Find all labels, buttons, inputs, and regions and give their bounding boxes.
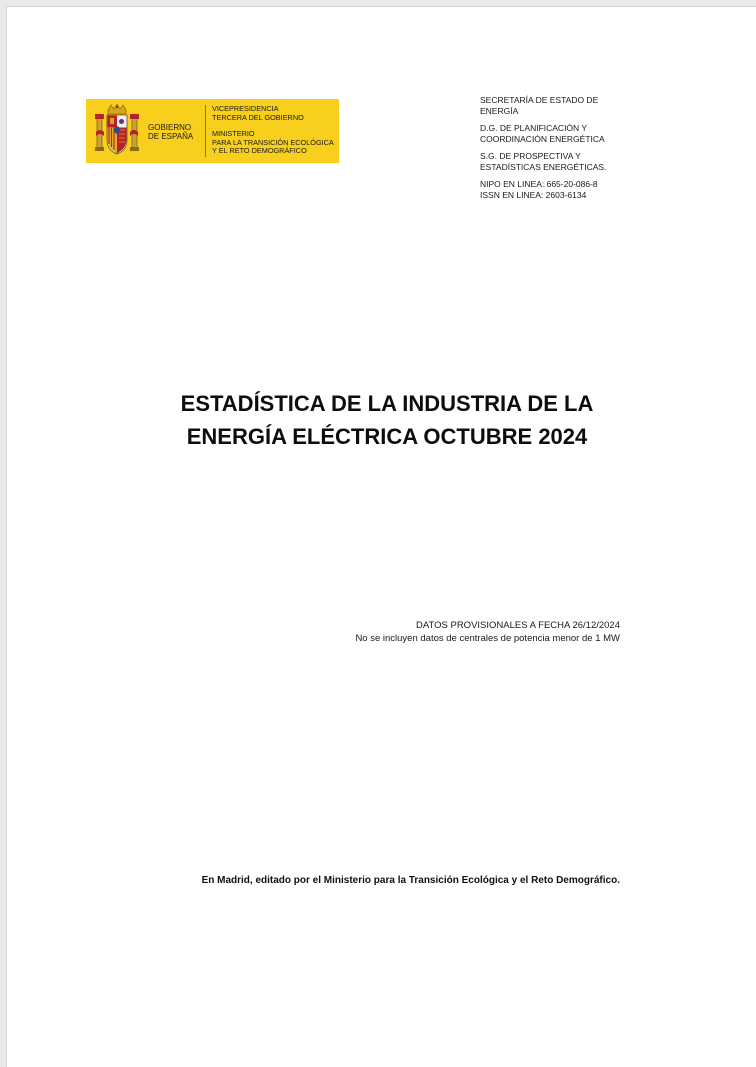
logo-government-name [148,123,193,141]
issuing-body-header [480,95,630,207]
government-logo [86,99,339,163]
logo-gov-line: GOBIERNO [148,123,192,132]
secretaria-text: SECRETARÍA DE ESTADO DE ENERGÍA [480,95,599,116]
issn-number: ISSN EN LINEA: 2603-6134 [480,189,587,200]
document-page [6,6,756,1067]
exclusion-note-line: No se incluyen datos de centrales de potencia menor de 1 MW [355,633,620,644]
provisional-data-note [287,619,620,645]
directorate-text: D.G. DE PLANIFICACIÓN Y COORDINACIÓN ENERGÉTICA [480,123,605,144]
logo-gov-line: DE ESPAÑA [148,132,194,141]
logo-ministry-line: Y EL RETO DEMOGRÁFICO [212,146,307,156]
publisher-footer: En Madrid, editado por el Ministerio para la Transición Ecológica y el Reto Demográfico. [201,875,620,886]
document-title [137,387,637,453]
nipo-number: NIPO EN LINEA: 665-20-086-8 [480,179,598,189]
identifiers-text [480,179,630,200]
provisional-date-line: DATOS PROVISIONALES A FECHA 26/12/2024 [416,620,620,631]
title-line: ENERGÍA ELÉCTRICA OCTUBRE 2024 [186,424,588,449]
logo-ministry-line: PARA LA TRANSICIÓN ECOLÓGICA [212,137,334,147]
logo-ministry-line: MINISTERIO [212,129,255,139]
coat-of-arms-icon [94,104,140,158]
logo-ministry-text [212,105,337,156]
logo-vp-line: TERCERA DEL GOBIERNO [212,112,304,122]
logo-divider [205,105,206,157]
logo-vp-line: VICEPRESIDENCIA [212,104,279,113]
subdirectorate-text: S.G. DE PROSPECTIVA Y ESTADÍSTICAS ENERGÉTICAS. [480,151,607,172]
title-line: ESTADÍSTICA DE LA INDUSTRIA DE LA [180,391,594,416]
